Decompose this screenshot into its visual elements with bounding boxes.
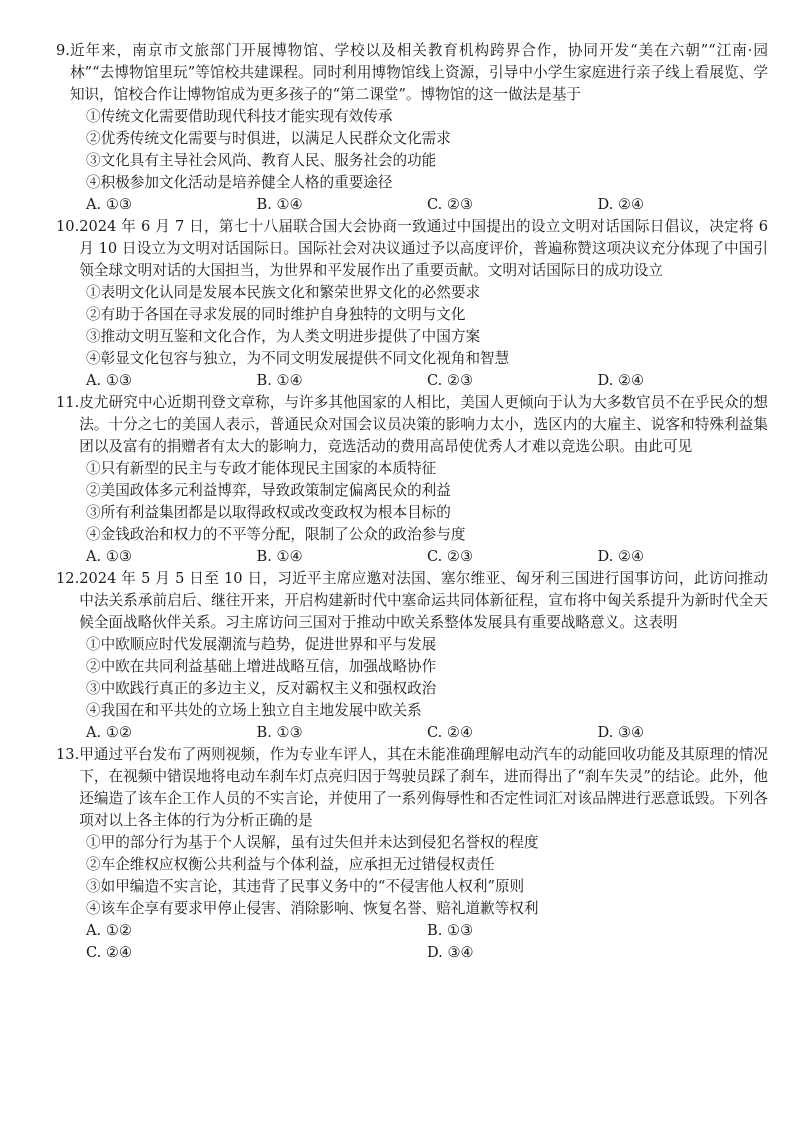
choice-d: D. ②④ [597, 196, 645, 213]
question-text: 甲通过平台发布了两则视频，作为专业车评人，其在未能准确理解电动汽车的动能回收功能及其原理的情况下，在视频中错误地将电动车刹车灯点亮归因于驾驶员踩了刹车，进而得出了“刹车失灵”的结论。此外，他还编造了该车企工作人员的不实言论，并使用了一系列侮辱性和否定性词汇对该品牌进行恶意诋毁。下列各项对以上各主体的行为分析正确的是 [79, 746, 768, 829]
statement-3: ③如甲编造不实言论，其违背了民事义务中的“不侵害他人权利”原则 [86, 878, 525, 895]
choice-b: B. ①④ [256, 372, 303, 389]
question-number: 10. [56, 218, 80, 235]
statement-1: ①只有新型的民主与专政才能体现民主国家的本质特征 [86, 460, 437, 477]
question-number: 9. [56, 42, 70, 59]
choice-a: A. ①② [86, 922, 132, 939]
question-text: 2024 年 6 月 7 日，第七十八届联合国大会协商一致通过中国提出的设立文明对话国际日倡议，决定将 6 月 10 日设立为文明对话国际日。国际社会对决议通过予以高度评价，普遍称赞这项决议充分体现了中国引领全球文明对话的大国担当，为世界和平发展作出了重要贡献。文明对话国际日的成功设立 [79, 218, 768, 279]
choice-d: D. ③④ [427, 944, 474, 961]
question-9 [56, 40, 768, 216]
choice-a: A. ①③ [86, 548, 132, 565]
statement-4: ④我国在和平共处的立场上独立自主地发展中欧关系 [86, 702, 422, 719]
statement-3: ③文化具有主导社会风尚、教育人民、服务社会的功能 [86, 152, 437, 169]
choice-c: C. ②③ [427, 196, 474, 213]
answer-choices [56, 546, 768, 568]
choice-c: C. ②④ [427, 724, 474, 741]
statement-3: ③推动文明互鉴和文化合作，为人类文明进步提供了中国方案 [86, 328, 481, 345]
choices-row [86, 942, 768, 964]
statement-2: ②车企维权应权衡公共利益与个体利益，应承担无过错侵权责任 [86, 856, 495, 873]
question-stem [56, 744, 768, 832]
exam-page [56, 40, 768, 964]
question-number: 12. [56, 570, 80, 587]
question-12 [56, 568, 768, 744]
statement-3: ③中欧践行真正的多边主义，反对霸权主义和强权政治 [86, 680, 437, 697]
statement-1: ①传统文化需要借助现代科技才能实现有效传承 [86, 108, 393, 125]
question-stem [56, 216, 768, 282]
answer-choices [56, 920, 768, 964]
choice-a: A. ①③ [86, 372, 132, 389]
statement-4: ④彰显文化包容与独立，为不同文明发展提供不同文化视角和智慧 [86, 350, 510, 367]
choice-c: C. ②③ [427, 548, 474, 565]
choice-b: B. ①④ [256, 196, 303, 213]
choices-row [86, 920, 768, 942]
choice-a: A. ①② [86, 724, 132, 741]
statement-4: ④金钱政治和权力的不平等分配，限制了公众的政治参与度 [86, 526, 466, 543]
statement-2: ②优秀传统文化需要与时俱进，以满足人民群众文化需求 [86, 130, 451, 147]
answer-choices [56, 194, 768, 216]
question-text: 2024 年 5 月 5 日至 10 日，习近平主席应邀对法国、塞尔维亚、匈牙利三国进行国事访问，此访问推动中法关系承前启后、继往开来，开启构建新时代中塞命运共同体新征程，宣布将中匈关系提升为新时代全天候全面战略伙伴关系。习主席访问三国对于推动中欧关系整体发展具有重要战略意义。这表明 [79, 570, 768, 631]
question-text: 近年来，南京市文旅部门开展博物馆、学校以及相关教育机构跨界合作，协同开发“美在六朝”“江南·园林”“去博物馆里玩”等馆校共建课程。同时利用博物馆线上资源，引导中小学生家庭进行亲子线上看展览、学知识，馆校合作让博物馆成为更多孩子的“第二课堂”。博物馆的这一做法是基于 [69, 42, 768, 103]
choice-b: B. ①③ [256, 724, 303, 741]
statement-1: ①中欧顺应时代发展潮流与趋势，促进世界和平与发展 [86, 636, 437, 653]
question-number: 11. [56, 394, 80, 411]
question-text: 皮尤研究中心近期刊登文章称，与许多其他国家的人相比，美国人更倾向于认为大多数官员不在乎民众的想法。十分之七的美国人表示，普通民众对国会议员决策的影响力太小，选区内的大雇主、说客和特殊利益集团以及富有的捐赠者有太大的影响力，竞选活动的费用高昂使优秀人才难以竞选公职。由此可见 [79, 394, 768, 455]
question-stem [56, 40, 768, 106]
choice-c: C. ②③ [427, 372, 474, 389]
choice-d: D. ②④ [597, 548, 645, 565]
choice-b: B. ①④ [256, 548, 303, 565]
answer-choices [56, 722, 768, 744]
answer-choices [56, 370, 768, 392]
choice-d: D. ②④ [597, 372, 645, 389]
statement-2: ②有助于各国在寻求发展的同时维护自身独特的文明与文化 [86, 306, 466, 323]
statement-2: ②美国政体多元利益博弈，导致政策制定偏离民众的利益 [86, 482, 451, 499]
question-10 [56, 216, 768, 392]
statement-4: ④积极参加文化活动是培养健全人格的重要途径 [86, 174, 393, 191]
choice-b: B. ①③ [427, 922, 474, 939]
question-number: 13. [56, 746, 80, 763]
choice-c: C. ②④ [86, 944, 133, 961]
question-11 [56, 392, 768, 568]
statement-2: ②中欧在共同利益基础上增进战略互信，加强战略协作 [86, 658, 437, 675]
question-stem [56, 392, 768, 458]
statement-1: ①甲的部分行为基于个人误解，虽有过失但并未达到侵犯名誉权的程度 [86, 834, 539, 851]
choice-d: D. ③④ [597, 724, 645, 741]
question-stem [56, 568, 768, 634]
choice-a: A. ①③ [86, 196, 132, 213]
question-13 [56, 744, 768, 964]
statement-4: ④该车企享有要求甲停止侵害、消除影响、恢复名誉、赔礼道歉等权利 [86, 900, 539, 917]
statement-3: ③所有利益集团都是以取得政权或改变政权为根本目标的 [86, 504, 451, 521]
statement-1: ①表明文化认同是发展本民族文化和繁荣世界文化的必然要求 [86, 284, 481, 301]
